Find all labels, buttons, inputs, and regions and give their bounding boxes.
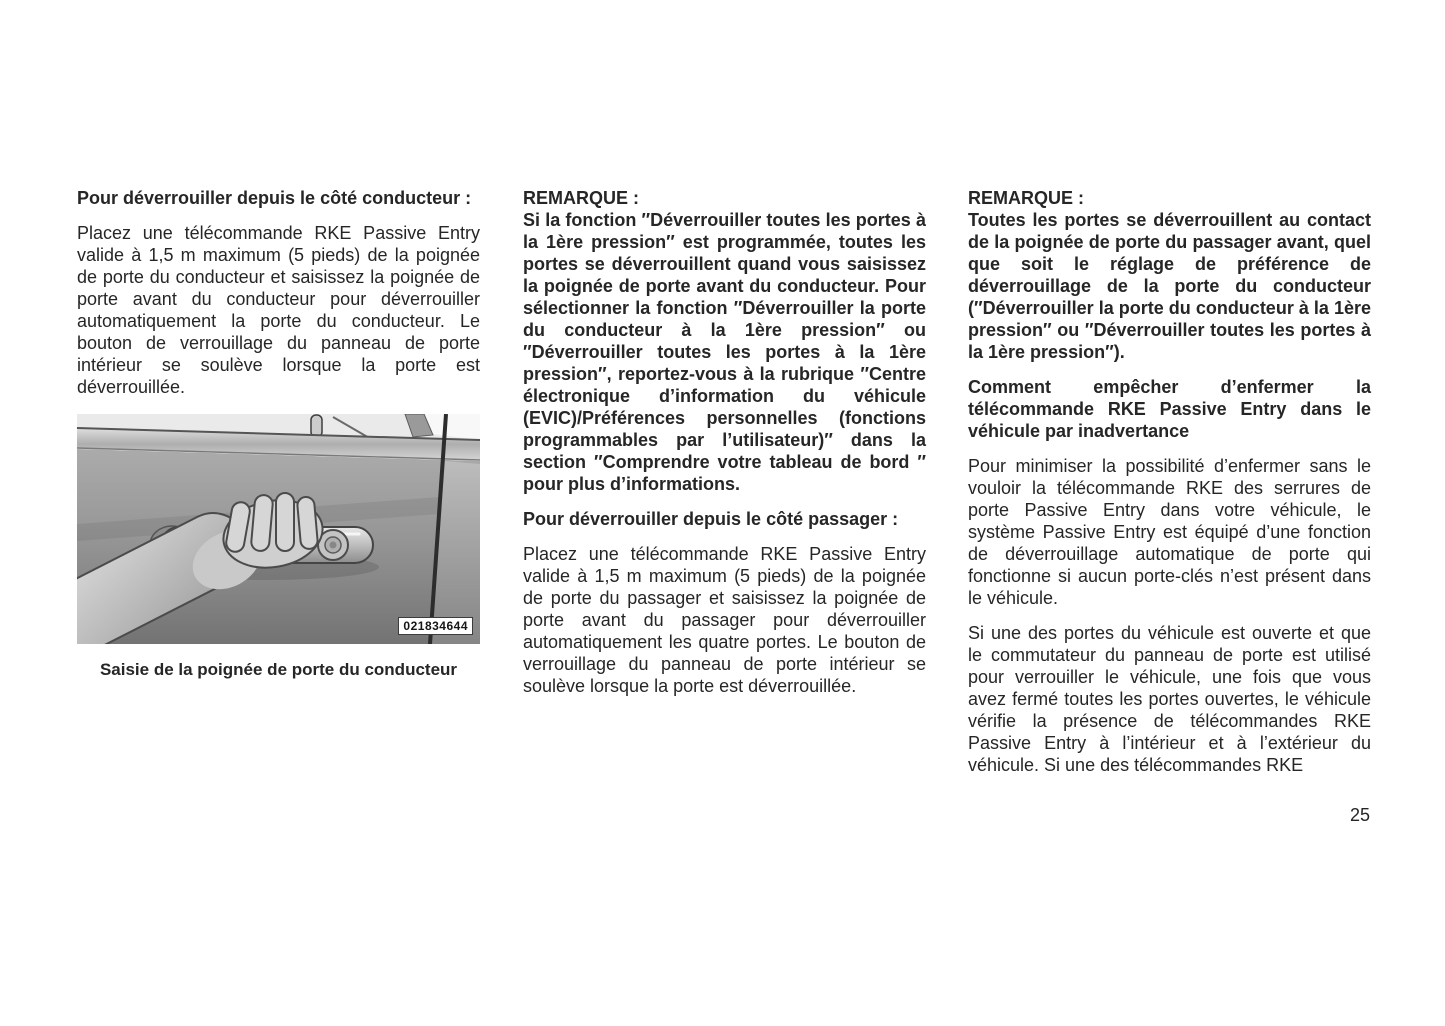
column-driver-side	[77, 187, 480, 680]
page-number: 25	[1349, 805, 1370, 825]
note-block-1	[523, 187, 926, 495]
note-label: REMARQUE :	[523, 188, 639, 208]
column-middle	[523, 187, 926, 710]
door-lock-knob	[311, 415, 322, 437]
figure-caption: Saisie de la poignée de porte du conducteur	[99, 660, 458, 679]
heading-unlock-driver-side: Pour déverrouiller depuis le côté conducteur :	[77, 188, 472, 208]
column-right	[968, 187, 1371, 789]
note-text: Si la fonction ″Déverrouiller toutes les portes à la 1ère pression″ est programmée, toutes les portes se déverrouillent quand vous saisissez la poignée de porte avant du conducteur. Pour sélectionner la fonction ″Déverrouiller la porte du conducteur à la 1ère pression″ ou ″Déverrouiller toutes les portes à la 1ère pression″, reportez-vous à la rubrique ″Centre électronique d’information du véhicule (EVIC)/Préférences personnelles (fonctions programmables par l’utilisateur)″ dans la section ″Comprendre votre tableau de bord ″ pour plus d’informations.	[523, 210, 926, 494]
paragraph-prevent-lockout-2: Si une des portes du véhicule est ouverte et que le commutateur du panneau de porte est utilisé pour verrouiller le véhicule, une fois que vous avez fermé toutes les portes ouvertes, le véhicule vérifie la présence de télécommandes RKE Passive Entry à l’intérieur et à l’extérieur du véhicule. Si une des télécommandes RKE	[968, 623, 1371, 775]
paragraph-passenger-side: Placez une télécommande RKE Passive Entry valide à 1,5 m maximum (5 pieds) de la poignée de porte du passager et saisissez la poignée de porte avant du passager pour déverrouiller automatiquement les quatre portes. Le bouton de verrouillage du panneau de porte intérieur se soulève lorsque la porte est déverrouillée.	[523, 544, 926, 696]
figure-door-handle	[77, 414, 480, 644]
heading-prevent-lockout: Comment empêcher d’enfermer la télécommande RKE Passive Entry dans le véhicule par inadvertance	[968, 377, 1371, 441]
heading-unlock-passenger-side: Pour déverrouiller depuis le côté passager :	[523, 509, 899, 529]
lock-button-center	[330, 542, 337, 549]
note-label: REMARQUE :	[968, 188, 1084, 208]
note-text: Toutes les portes se déverrouillent au contact de la poignée de porte du passager avant, quel que soit le réglage de préférence de déverrouillage de la porte du conducteur (″Déverrouiller la porte du conducteur à la 1ère pression″ ou ″Déverrouiller toutes les portes à la 1ère pression″).	[968, 210, 1371, 362]
door-handle-illustration	[77, 414, 480, 644]
paragraph-driver-side: Placez une télécommande RKE Passive Entry valide à 1,5 m maximum (5 pieds) de la poignée de porte du conducteur et saisissez la poignée de porte avant du conducteur pour déverrouiller automatiquement la porte du conducteur. Le bouton de verrouillage du panneau de porte intérieur se soulève lorsque la porte est déverrouillée.	[77, 223, 480, 397]
paragraph-prevent-lockout-1: Pour minimiser la possibilité d’enfermer sans le vouloir la télécommande RKE des serrures de porte Passive Entry dans votre véhicule, le système Passive Entry est équipé d’une fonction de déverrouillage automatique de porte qui fonctionne si aucun porte-clés n’est présent dans le véhicule.	[968, 456, 1371, 608]
figure-watermark: 021834644	[398, 617, 473, 635]
note-block-2	[968, 187, 1371, 363]
